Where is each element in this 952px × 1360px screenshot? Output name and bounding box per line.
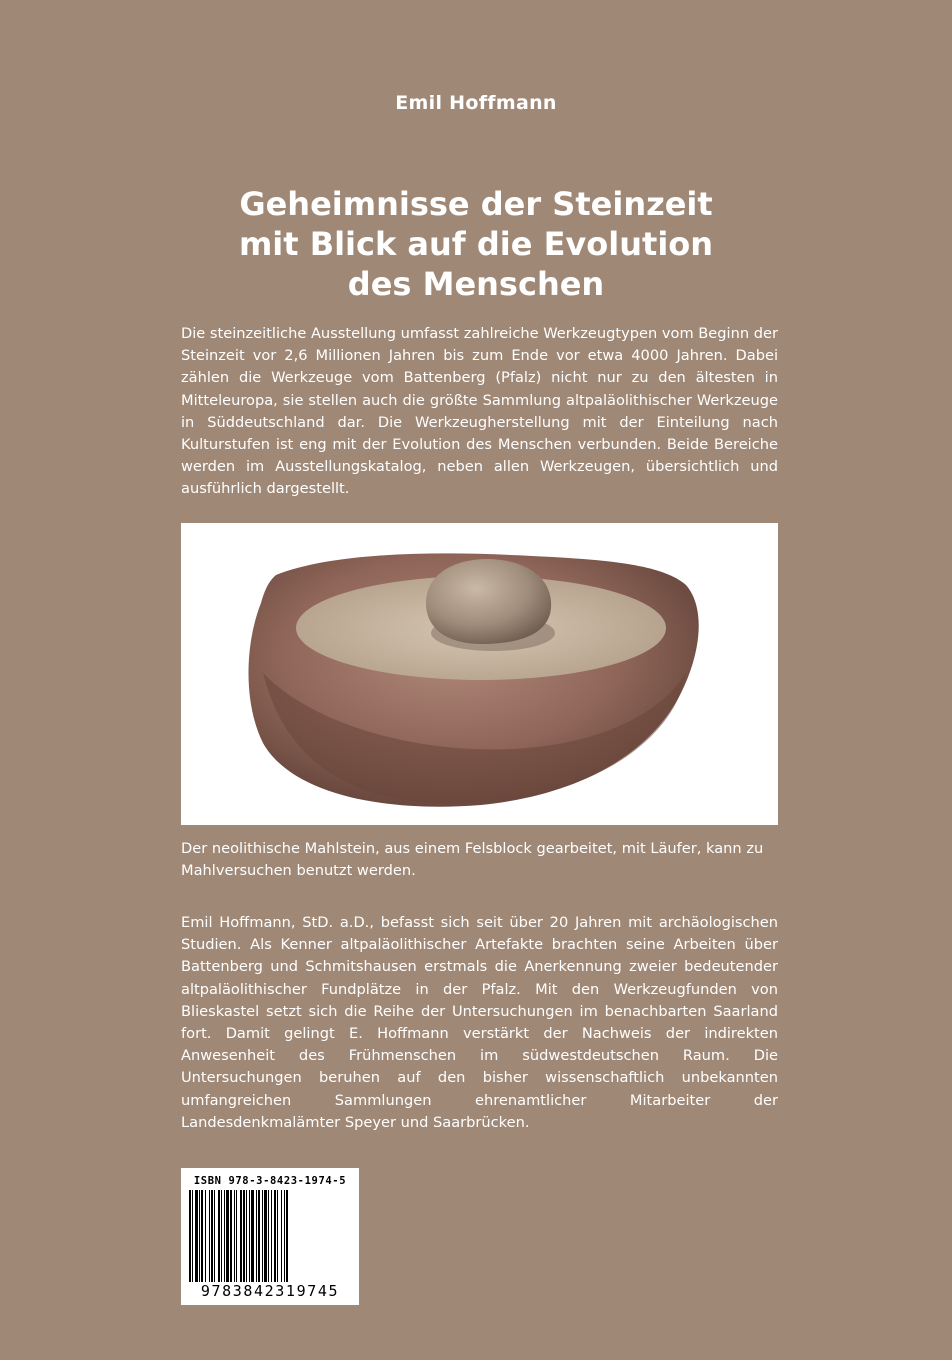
barcode-bar bbox=[284, 1190, 285, 1282]
barcode-bar bbox=[274, 1190, 276, 1282]
barcode-bar bbox=[262, 1190, 263, 1282]
barcode-box bbox=[181, 1168, 359, 1305]
barcode-bar bbox=[286, 1190, 288, 1282]
barcode-bar bbox=[192, 1190, 193, 1282]
barcode-bar bbox=[256, 1190, 257, 1282]
title-line: des Menschen bbox=[347, 265, 605, 303]
barcode-bar bbox=[236, 1190, 237, 1282]
barcode-bar bbox=[199, 1190, 200, 1282]
barcode-bar bbox=[264, 1190, 267, 1282]
author-bio-paragraph: Emil Hoffmann, StD. a.D., befasst sich seit über 20 Jahren mit archäologischen Studien. Als Kenner altpaläolithischer Artefakte brachten seine Arbeiten über Battenberg und Schmitshausen erstmals die Anerkennung zweier bedeutender altpaläolithischer Fundplätze in der Pfalz. Mit den Werkzeugfunden von Blieskastel setzt sich die Reihe der Untersuchungen im benachbarten Saarland fort. Damit gelingt E. Hoffmann verstärkt der Nachweis der indirekten Anwesenheit des Frühmenschen im südwestdeutschen Raum. Die Untersuchungen beruhen auf den bisher wissenschaftlich unbekannten umfangreichen Sammlungen ehrenamtlicher Mitarbeiter der Landesdenkmalämter Speyer und Saarbrücken. bbox=[181, 914, 778, 1131]
barcode-bar bbox=[258, 1190, 260, 1282]
barcode-bar bbox=[281, 1190, 282, 1282]
barcode-bar bbox=[205, 1190, 206, 1282]
barcode-bar bbox=[201, 1190, 203, 1282]
barcode-bar bbox=[226, 1190, 229, 1282]
barcode-bar bbox=[230, 1190, 232, 1282]
runner-stone bbox=[426, 559, 551, 644]
book-title bbox=[120, 184, 832, 304]
grinding-stone-photo bbox=[181, 523, 778, 825]
title-line: mit Blick auf die Evolution bbox=[238, 225, 714, 263]
barcode-bar bbox=[234, 1190, 235, 1282]
grinding-stone-illustration bbox=[181, 523, 778, 825]
barcode-bar bbox=[268, 1190, 269, 1282]
barcode-bar bbox=[221, 1190, 222, 1282]
barcode-bar bbox=[211, 1190, 213, 1282]
barcode-bar bbox=[271, 1190, 272, 1282]
barcode-bar bbox=[251, 1190, 254, 1282]
barcode-bar bbox=[224, 1190, 225, 1282]
photo-caption: Der neolithische Mahlstein, aus einem Felsblock gearbeitet, mit Läufer, kann zu Mahlversuchen benutzt werden. bbox=[181, 840, 764, 880]
title-line: Geheimnisse der Steinzeit bbox=[239, 185, 713, 223]
isbn-label: ISBN 978-3-8423-1974-5 bbox=[193, 1175, 347, 1187]
barcode-bar bbox=[189, 1190, 191, 1282]
barcode-bar bbox=[277, 1190, 278, 1282]
barcode-bar bbox=[240, 1190, 242, 1282]
barcode-bars bbox=[189, 1190, 351, 1282]
barcode-bar bbox=[243, 1190, 245, 1282]
barcode-bar bbox=[218, 1190, 220, 1282]
intro-paragraph: Die steinzeitliche Ausstellung umfasst zahlreiche Werkzeugtypen vom Beginn der Steinzeit vor 2,6 Millionen Jahren bis zum Ende vor etwa 4000 Jahren. Dabei zählen die Werkzeuge vom Battenberg (Pfalz) nicht nur zu den ältesten in Mitteleuropa, sie stellen auch die größte Sammlung altpaläolithischer Werkzeuge in Süddeutschland dar. Die Werkzeugherstellung mit der Einteilung nach Kulturstufen ist eng mit der Evolution des Menschen verbunden. Beide Bereiche werden im Ausstellungskatalog, neben allen Werkzeugen, übersichtlich und ausführlich dargestellt. bbox=[181, 325, 778, 498]
author-name: Emil Hoffmann bbox=[395, 92, 557, 114]
ean-digits: 9783842319745 bbox=[200, 1282, 340, 1300]
barcode-bar bbox=[214, 1190, 215, 1282]
barcode-bar bbox=[246, 1190, 247, 1282]
barcode-bar bbox=[209, 1190, 210, 1282]
barcode-bar bbox=[195, 1190, 198, 1282]
barcode-bar bbox=[249, 1190, 250, 1282]
